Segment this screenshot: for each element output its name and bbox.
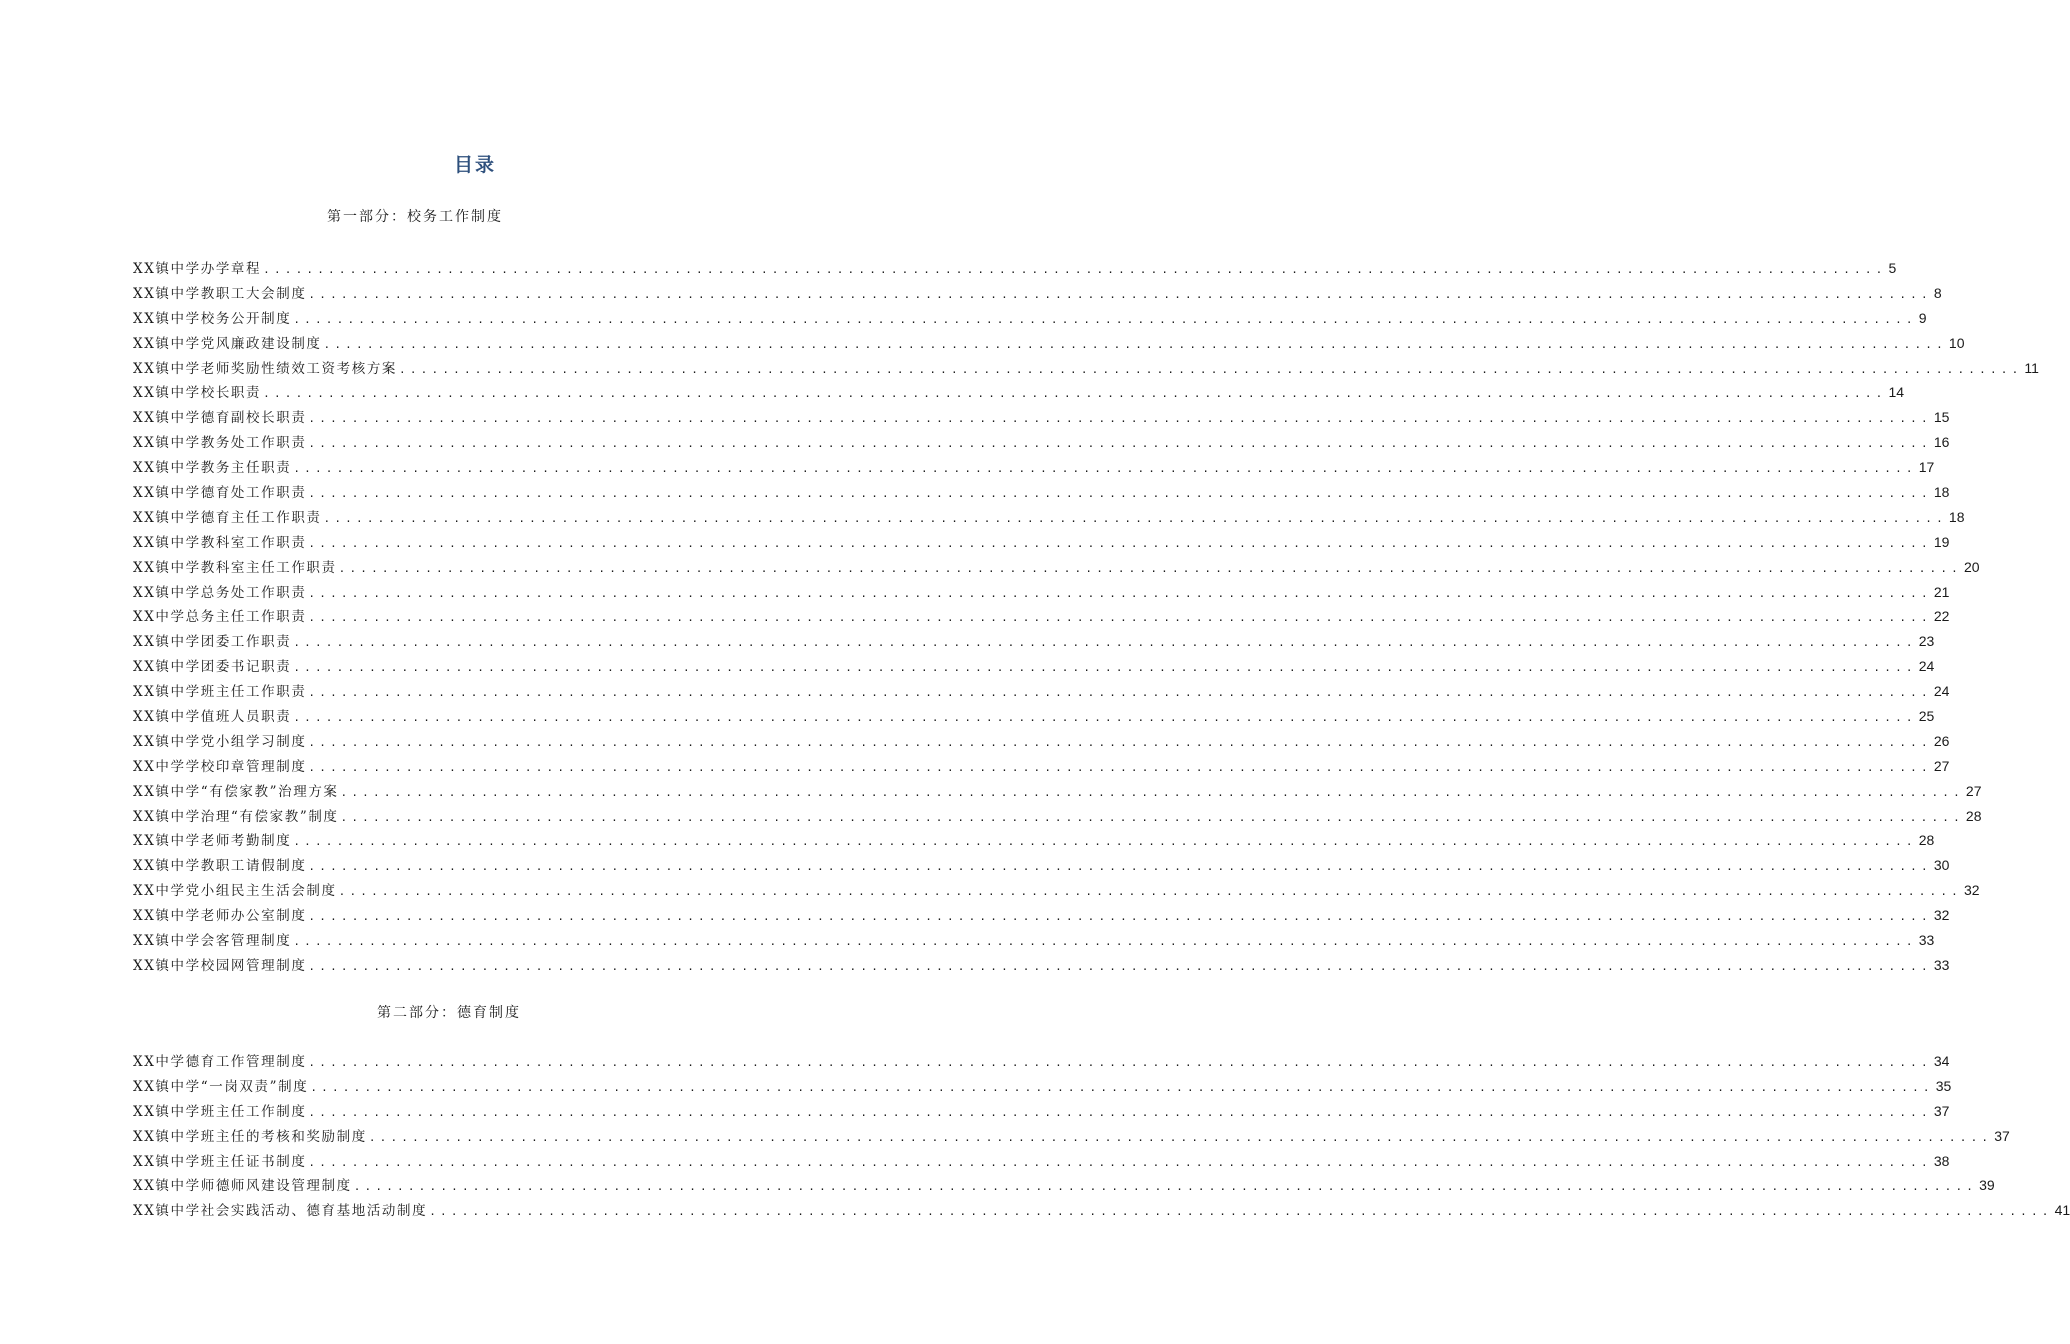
toc-dot-leader: ......................................................................................................................................................	[368, 1130, 1993, 1144]
toc-entry[interactable]	[133, 604, 1950, 629]
toc-dot-leader: ......................................................................................................................................................	[308, 1056, 1932, 1069]
toc-dot-leader: ......................................................................................................................................................	[308, 760, 1932, 774]
toc-page-number: 21	[1933, 583, 1950, 600]
toc-dot-leader: ......................................................................................................................................................	[308, 959, 1932, 973]
toc-page-number: 22	[1933, 608, 1950, 625]
toc-entry-title: XX镇中学党小组学习制度	[133, 733, 307, 750]
toc-dot-leader: ......................................................................................................................................................	[308, 686, 1932, 700]
toc-page-number: 19	[1933, 533, 1950, 550]
toc-entry-title: XX镇中学教务主任职责	[133, 460, 292, 477]
toc-entry-title: XX镇中学社会实践活动、德育基地活动制度	[133, 1203, 428, 1220]
toc-entry-title: XX镇中学德育处工作职责	[133, 485, 307, 502]
toc-dot-leader: ......................................................................................................................................................	[293, 711, 1917, 725]
toc-entry-title: XX镇中学教科室主任工作职责	[133, 559, 337, 576]
toc-entry-title: XX镇中学团委工作职责	[133, 634, 292, 651]
toc-entry-title: XX中学总务主任工作职责	[133, 609, 307, 626]
toc-entry[interactable]	[133, 679, 1950, 704]
toc-page-number: 15	[1933, 409, 1950, 426]
toc-dot-leader: ......................................................................................................................................................	[338, 885, 1963, 899]
toc-entry[interactable]	[133, 704, 1935, 729]
toc-dot-leader: ......................................................................................................................................................	[308, 437, 1932, 451]
toc-entry[interactable]	[133, 380, 1905, 405]
toc-entry-title: XX镇中学老师考勤制度	[133, 833, 292, 850]
toc-entry-title: XX镇中学班主任工作制度	[133, 1103, 307, 1120]
toc-page-number: 9	[1918, 309, 1927, 326]
toc-dot-leader: ......................................................................................................................................................	[340, 810, 1964, 824]
toc-entry-title: XX镇中学总务处工作职责	[133, 584, 307, 601]
toc-page-number: 24	[1918, 658, 1935, 675]
toc-page-number: 18	[1948, 508, 1965, 525]
toc-dot-leader: ......................................................................................................................................................	[308, 487, 1932, 501]
toc-entry-title: XX镇中学教务处工作职责	[133, 435, 307, 452]
toc-dot-leader: ......................................................................................................................................................	[293, 462, 1917, 476]
toc-dot-leader: ......................................................................................................................................................	[293, 835, 1917, 849]
toc-page-number: 33	[1933, 956, 1950, 973]
toc-dot-leader: ......................................................................................................................................................	[293, 661, 1917, 675]
toc-page-number: 16	[1933, 434, 1950, 451]
toc-dot-leader: ......................................................................................................................................................	[308, 412, 1932, 426]
toc-entry[interactable]	[133, 729, 1950, 754]
toc-entry[interactable]	[133, 555, 1980, 580]
toc-dot-leader: ......................................................................................................................................................	[293, 636, 1917, 650]
toc-dot-leader: ......................................................................................................................................................	[338, 561, 1963, 575]
toc-entry-title: XX镇中学班主任的考核和奖励制度	[133, 1128, 367, 1145]
toc-dot-leader: ......................................................................................................................................................	[308, 586, 1932, 600]
toc-page-number: 24	[1933, 683, 1950, 700]
toc-entry[interactable]	[133, 779, 1982, 804]
toc-entry[interactable]	[133, 1198, 2070, 1223]
toc-dot-leader: ......................................................................................................................................................	[308, 611, 1932, 625]
toc-page-number: 34	[1933, 1053, 1950, 1069]
toc-dot-leader: ......................................................................................................................................................	[308, 1155, 1932, 1169]
toc-dot-leader: ......................................................................................................................................................	[308, 735, 1932, 749]
toc-page-number: 27	[1933, 757, 1950, 774]
toc-dot-leader: ......................................................................................................................................................	[308, 910, 1932, 924]
toc-entry[interactable]	[133, 1074, 1952, 1099]
toc-entry[interactable]	[133, 430, 1950, 455]
toc-entry-title: XX镇中学“有偿家教”治理方案	[133, 783, 339, 800]
toc-entry-title: XX镇中学团委书记职责	[133, 659, 292, 676]
toc-entry-title: XX镇中学德育副校长职责	[133, 410, 307, 427]
toc-dot-leader: ......................................................................................................................................................	[293, 935, 1917, 949]
toc-page-number: 32	[1933, 907, 1950, 924]
toc-entry[interactable]	[133, 530, 1950, 555]
toc-dot-leader: ......................................................................................................................................................	[340, 785, 1964, 799]
toc-entry-title: XX中学德育工作管理制度	[133, 1054, 307, 1070]
toc-entry[interactable]	[133, 281, 1942, 306]
toc-entry[interactable]	[133, 629, 1935, 654]
toc-dot-leader: ......................................................................................................................................................	[308, 287, 1932, 301]
toc-page-number: 26	[1933, 732, 1950, 749]
toc-page-number: 35	[1935, 1077, 1952, 1094]
toc-page-number: 41	[2054, 1202, 2070, 1219]
toc-page-number: 32	[1964, 882, 1980, 899]
toc-entry[interactable]	[133, 1173, 1995, 1198]
toc-page-number: 11	[2024, 359, 2039, 376]
toc-page-number: 28	[1965, 807, 1982, 824]
toc-entry[interactable]	[133, 853, 1950, 878]
toc-dot-leader: ......................................................................................................................................................	[323, 337, 1947, 351]
part-two-heading: 第二部分：德育制度	[377, 1005, 521, 1021]
toc-entry-title: XX镇中学老师奖励性绩效工资考核方案	[133, 360, 398, 377]
toc-page-number: 39	[1979, 1177, 1995, 1194]
toc-page-number: 20	[1964, 558, 1980, 575]
toc-entry-title: XX镇中学班主任证书制度	[133, 1153, 307, 1170]
toc-entry[interactable]	[133, 405, 1950, 430]
toc-entry[interactable]	[133, 754, 1950, 779]
toc-page-number: 8	[1933, 284, 1942, 301]
toc-page-number: 28	[1918, 832, 1935, 849]
toc-entry[interactable]	[133, 480, 1950, 505]
toc-page-number: 30	[1933, 857, 1950, 874]
toc-dot-leader: ......................................................................................................................................................	[353, 1180, 1978, 1194]
toc-page-number: 27	[1965, 782, 1982, 799]
toc-page-number: 33	[1918, 932, 1935, 949]
toc-page-number: 37	[1994, 1127, 2010, 1144]
toc-entry[interactable]	[133, 828, 1935, 853]
toc-entry[interactable]	[133, 356, 2039, 381]
toc-entry[interactable]	[133, 1099, 1950, 1124]
toc-dot-leader: ......................................................................................................................................................	[310, 1080, 1934, 1094]
toc-entry-title: XX镇中学校务公开制度	[133, 310, 292, 327]
toc-page-number: 37	[1933, 1102, 1950, 1119]
toc-dot-leader: ......................................................................................................................................................	[263, 387, 1887, 401]
toc-entry[interactable]	[133, 306, 1927, 331]
toc-entry-title: XX中学学校印章管理制度	[133, 758, 307, 775]
toc-entry[interactable]	[133, 256, 1897, 281]
toc-entry-title: XX镇中学“一岗双责”制度	[133, 1078, 309, 1095]
toc-entry-title: XX镇中学教科室工作职责	[133, 534, 307, 551]
toc-page-number: 14	[1888, 384, 1905, 401]
toc-entry-title: XX镇中学治理“有偿家教”制度	[133, 808, 339, 825]
toc-dot-leader: ......................................................................................................................................................	[263, 263, 1887, 276]
toc-list-part-one	[133, 256, 2039, 978]
toc-page-number: 25	[1918, 708, 1935, 725]
toc-entry-title: XX镇中学会客管理制度	[133, 933, 292, 950]
toc-page-number: 10	[1948, 334, 1965, 351]
toc-entry[interactable]	[133, 580, 1950, 605]
toc-page-number: 18	[1933, 484, 1950, 501]
toc-page-number: 5	[1888, 260, 1897, 276]
toc-entry-title: XX镇中学教职工请假制度	[133, 858, 307, 875]
toc-dot-leader: ......................................................................................................................................................	[308, 860, 1932, 874]
toc-entry[interactable]	[133, 804, 1982, 829]
toc-dot-leader: ......................................................................................................................................................	[293, 312, 1917, 326]
toc-entry-title: XX镇中学办学章程	[133, 261, 262, 277]
part-one-heading: 第一部分：校务工作制度	[327, 209, 503, 225]
toc-entry[interactable]	[133, 455, 1935, 480]
toc-entry-title: XX镇中学德育主任工作职责	[133, 509, 322, 526]
toc-dot-leader: ......................................................................................................................................................	[399, 362, 2023, 376]
toc-entry[interactable]	[133, 505, 1965, 530]
toc-entry[interactable]	[133, 331, 1965, 356]
toc-title: 目录	[453, 154, 496, 176]
toc-entry-title: XX镇中学师德师风建设管理制度	[133, 1178, 352, 1195]
toc-dot-leader: ......................................................................................................................................................	[308, 1105, 1932, 1119]
toc-entry[interactable]	[133, 953, 1950, 978]
toc-entry-title: XX镇中学校长职责	[133, 385, 262, 402]
toc-entry[interactable]	[133, 928, 1935, 953]
toc-page-number: 23	[1918, 633, 1935, 650]
toc-entry[interactable]	[133, 903, 1950, 928]
toc-list-part-two	[133, 1049, 2070, 1223]
toc-dot-leader: ......................................................................................................................................................	[429, 1205, 2053, 1219]
toc-page-number: 17	[1918, 459, 1935, 476]
toc-entry[interactable]	[133, 654, 1935, 679]
toc-dot-leader: ......................................................................................................................................................	[308, 536, 1932, 550]
toc-entry-title: XX镇中学班主任工作职责	[133, 684, 307, 701]
toc-entry-title: XX镇中学老师办公室制度	[133, 908, 307, 925]
toc-page-number: 38	[1933, 1152, 1950, 1169]
toc-entry-title: XX镇中学党风廉政建设制度	[133, 335, 322, 352]
toc-entry[interactable]	[133, 878, 1980, 903]
toc-entry[interactable]	[133, 1124, 2010, 1149]
toc-entry-title: XX镇中学校园网管理制度	[133, 957, 307, 974]
toc-entry[interactable]	[133, 1149, 1950, 1174]
toc-entry[interactable]	[133, 1049, 1950, 1074]
toc-entry-title: XX镇中学值班人员职责	[133, 709, 292, 726]
toc-entry-title: XX中学党小组民主生活会制度	[133, 883, 337, 900]
toc-entry-title: XX镇中学教职工大会制度	[133, 285, 307, 302]
toc-dot-leader: ......................................................................................................................................................	[323, 511, 1947, 525]
